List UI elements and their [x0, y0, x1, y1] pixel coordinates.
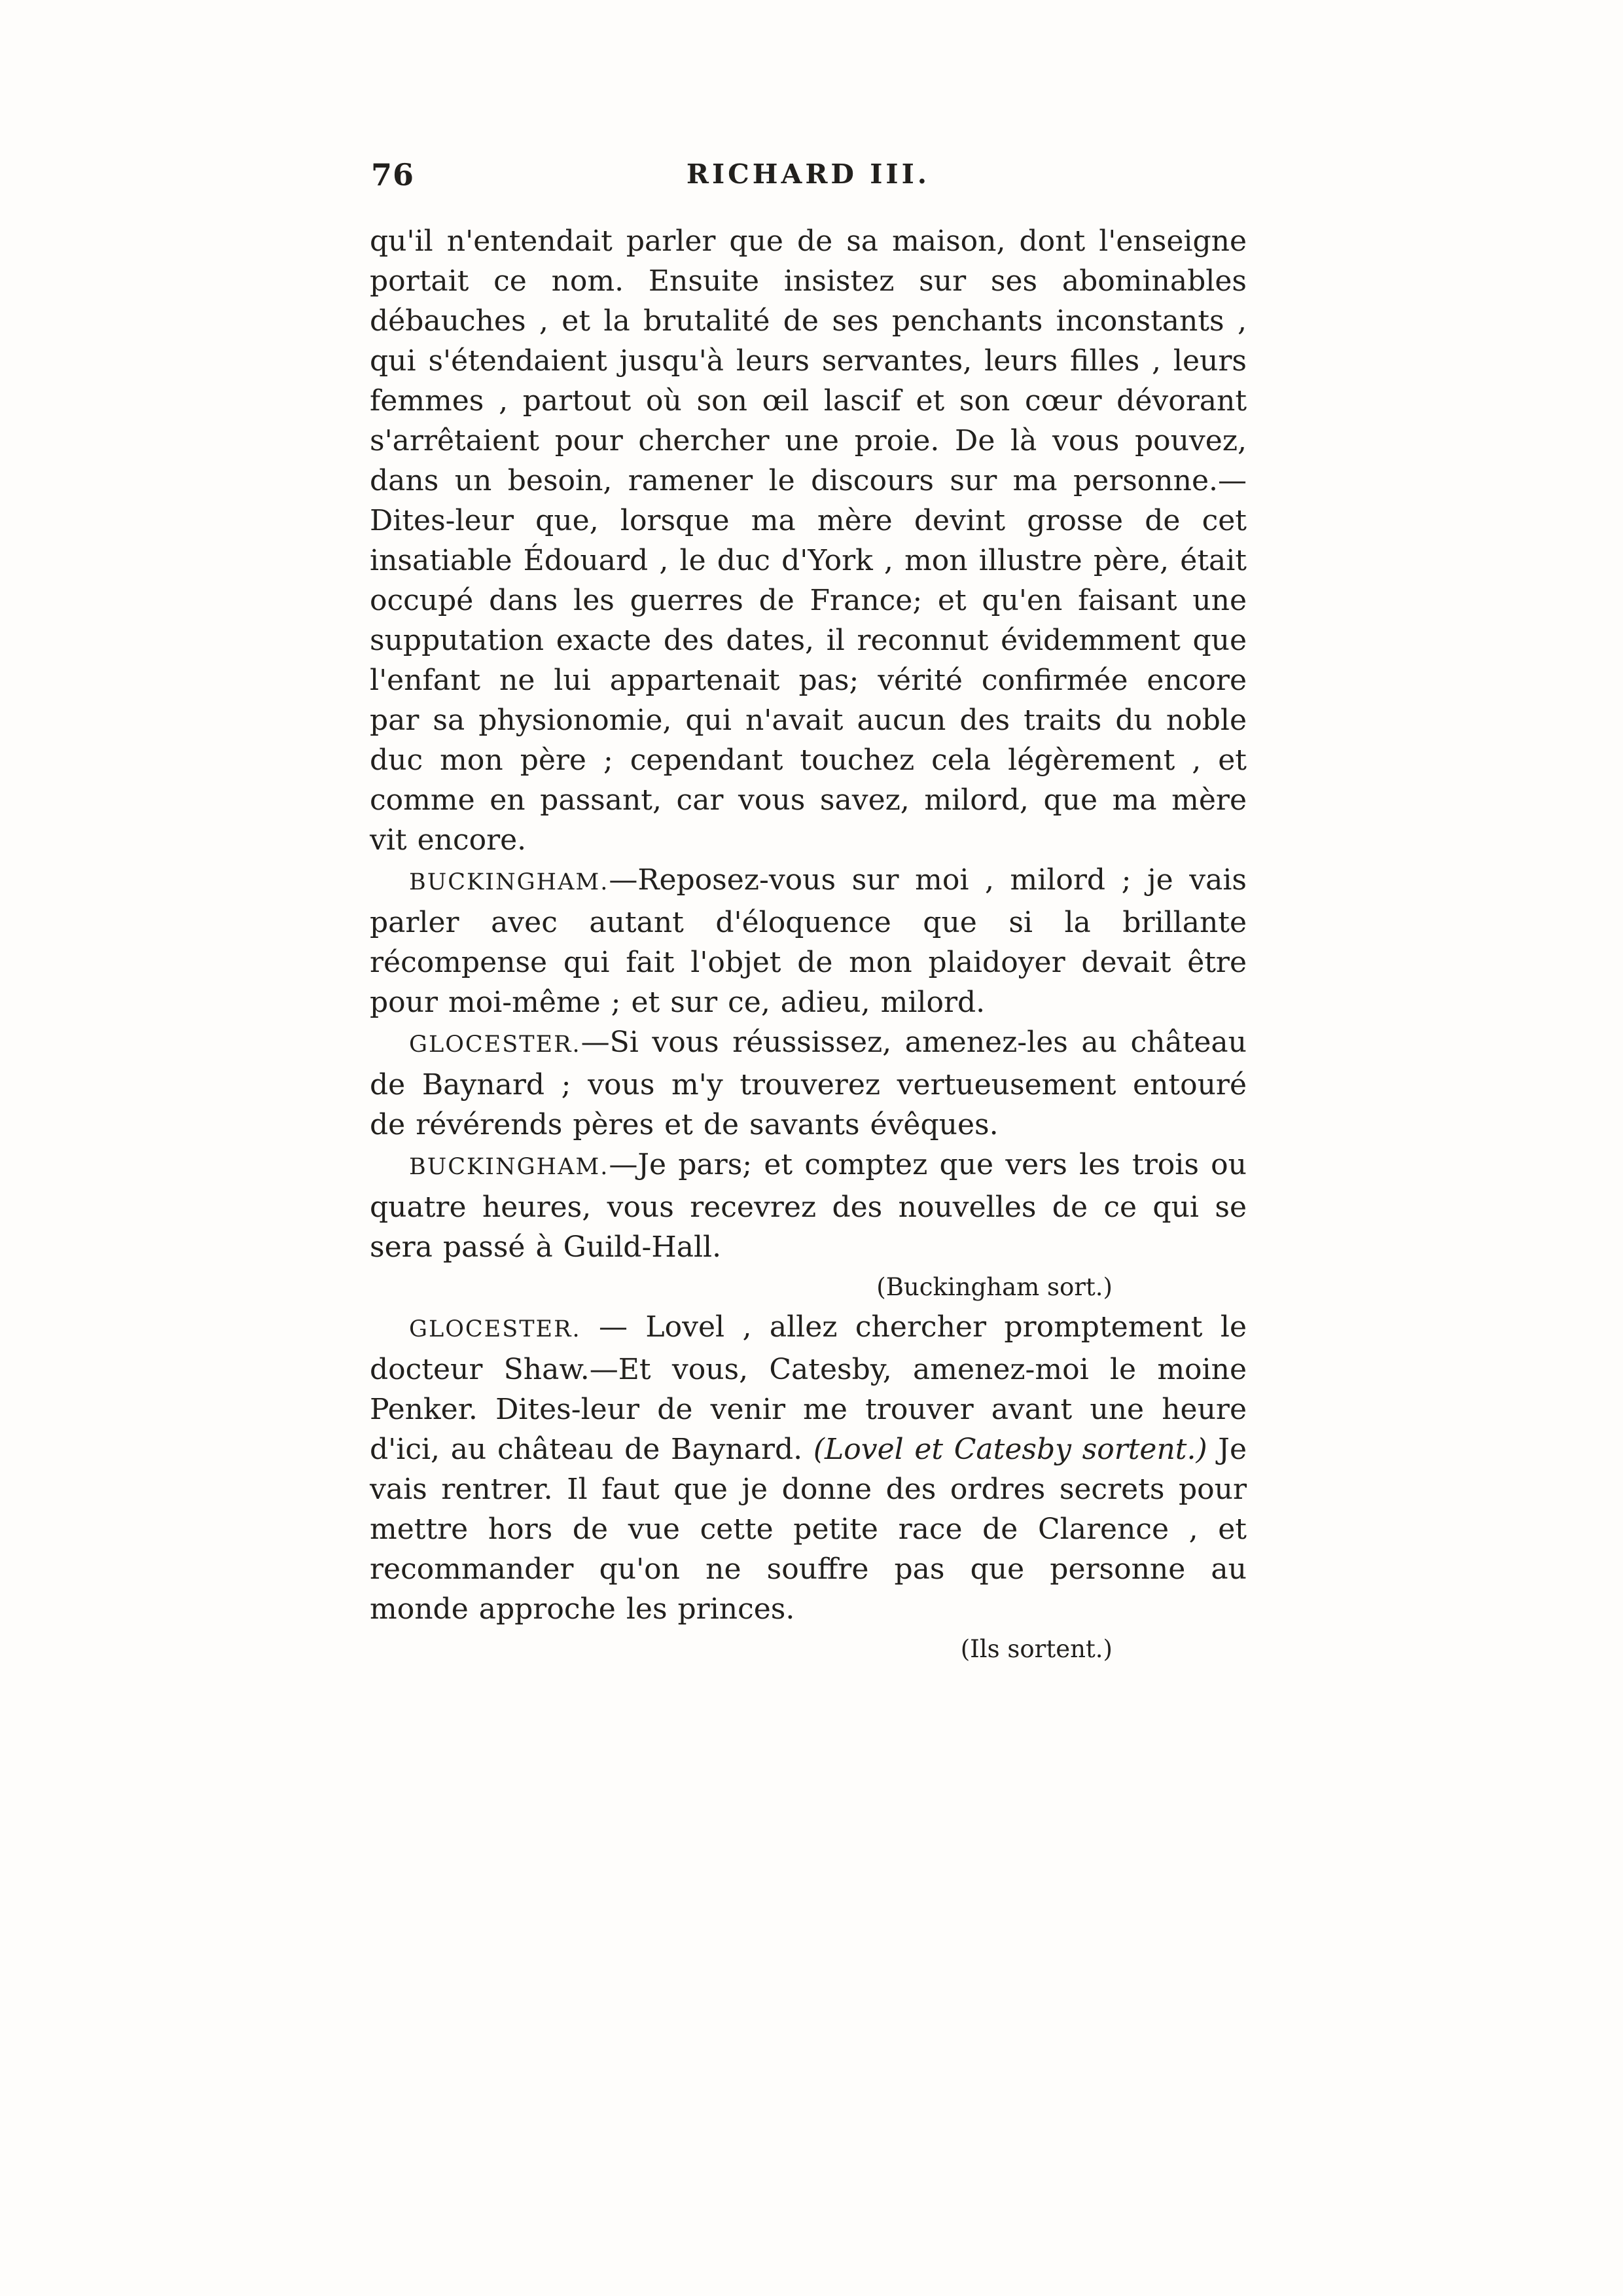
- stage-direction-buckingham-exit: (Buckingham sort.): [876, 1273, 1113, 1301]
- speech-text-glocester-2b: Je vais rentrer. Il faut que je donne des ordres secrets pour mettre hors de vue cette petite race de Clarence , et recommander qu'on ne souffre pas que personne au monde approche les princes.: [370, 1433, 1247, 1626]
- paragraph-continuation: qu'il n'entendait parler que de sa maison, dont l'enseigne portait ce nom. Ensuite insistez sur ses abominables débauches , et la brutalité de ses penchants inconstants , qui s'étendaient jusqu'à leurs servantes, leurs filles , leurs femmes , partout où son œil lascif et son cœur dévorant s'arrêtaient pour chercher une proie. De là vous pouvez, dans un besoin, ramener le discours sur ma personne.—Dites-leur que, lorsque ma mère devint grosse de cet insatiable Édouard , le duc d'York , mon illustre père, était occupé dans les guerres de France; et qu'en faisant une supputation exacte des dates, il reconnut évidemment que l'enfant ne lui appartenait pas; vérité confirmée encore par sa physionomie, qui n'avait aucun des traits du noble duc mon père ; cependant touchez cela légèrement , et comme en passant, car vous savez, milord, que ma mère vit encore.: [370, 224, 1247, 857]
- speech-glocester-1: [370, 1022, 1247, 1145]
- speaker-label-glocester-1: GLOCESTER.: [409, 1031, 581, 1058]
- speaker-label-buckingham-2: BUCKINGHAM.: [409, 1154, 609, 1180]
- speech-text-buckingham-2: —Je pars; et comptez que vers les trois ou quatre heures, vous recevrez des nouvelles de ce qui se sera passé à Guild-Hall.: [370, 1148, 1247, 1264]
- page-number: 76: [371, 157, 415, 192]
- speech-text-glocester-2a: — Lovel , allez chercher promptement le docteur Shaw.—Et vous, Catesby, amenez-moi le moine Penker. Dites-leur de venir me trouver avant une heure d'ici, au château de Baynard.: [370, 1310, 1247, 1466]
- page-header: [370, 157, 1247, 203]
- running-title: RICHARD III.: [686, 158, 931, 190]
- speaker-label-buckingham-1: BUCKINGHAM.: [409, 869, 609, 895]
- speaker-label-glocester-2: GLOCESTER.: [409, 1316, 581, 1342]
- speech-buckingham-2: [370, 1145, 1247, 1267]
- stage-direction-all-exit: (Ils sortent.): [960, 1635, 1113, 1663]
- speech-glocester-2: [370, 1307, 1247, 1629]
- speech-text-glocester-1: —Si vous réussissez, amenez-les au château de Baynard ; vous m'y trouverez vertueusement entouré de révérends pères et de savants évêques.: [370, 1026, 1247, 1141]
- inline-stage-direction: (Lovel et Catesby sortent.): [813, 1433, 1207, 1466]
- speech-text-buckingham-1: —Reposez-vous sur moi , milord ; je vais parler avec autant d'éloquence que si la brillante récompense qui fait l'objet de mon plaidoyer devait être pour moi-même ; et sur ce, adieu, milord.: [370, 863, 1247, 1019]
- speech-buckingham-1: [370, 860, 1247, 1022]
- text-block: [370, 157, 1247, 1669]
